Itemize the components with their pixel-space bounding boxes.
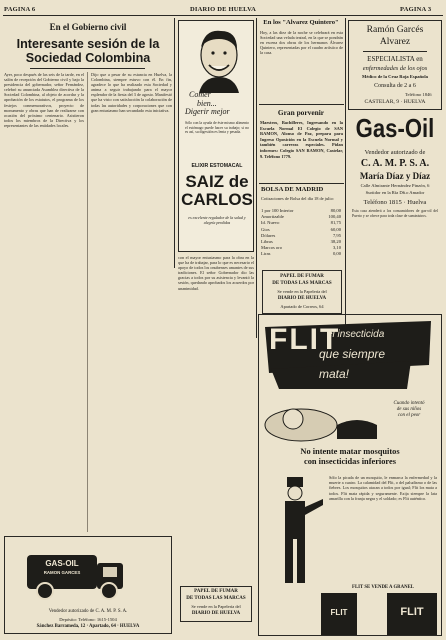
gasoil-address-1: Calle Almirante Hernández Pinzón, 6 — [360, 183, 430, 188]
section-rule — [259, 104, 344, 105]
ramon-name-2: Alvarez — [379, 36, 411, 47]
papel-line-1: PAPEL DE FUMAR — [194, 589, 238, 594]
flit-can-large — [387, 593, 437, 635]
papel-right-line-3: Se vende en la Papelería del — [277, 289, 327, 294]
bolsa-row-value: 0,00 — [332, 251, 341, 257]
flit-note-1: Cuando intentó — [393, 401, 425, 406]
bolsa-row-label: Libras — [261, 239, 273, 245]
quintero-title: En los "Alvarez Quintero" — [263, 19, 339, 26]
flit-tagline-2: que siempre — [319, 347, 386, 361]
slogan-line-3: Digerir mejor — [185, 107, 230, 116]
ramon-ad — [348, 20, 442, 110]
gasoil-phone: Teléfono 1815 · Huelva — [363, 199, 427, 206]
bolsa-subtitle: Cotizaciones de Bolsa del día 18 de julio: — [261, 196, 335, 201]
truck-ad — [4, 536, 172, 634]
article-column-3: con el mayor entusiasmo para la obra en la que ha de trabajar, para lo que es necesario el apoyo de todos los onubenses amantes de sus tradiciones. El señor Gobernador dio las gracias a todos por su asistencia y levantó la sesión, quedando aprobados los acuerdos por unanimidad. — [178, 255, 254, 291]
flit-ad — [258, 314, 442, 636]
bolsa-row-value: 80,00 — [330, 208, 341, 213]
ramon-name-1: Ramón Garcés — [366, 24, 424, 35]
papel-ad-right — [262, 270, 342, 314]
elixir-ad — [178, 20, 254, 252]
slogan-line-1: Comer — [189, 90, 211, 99]
flit-soldier-illustration — [265, 473, 325, 603]
bolsa-row-label: Amortizable — [261, 214, 284, 220]
ramon-spec-3: Médico de la Cruz Roja Española — [362, 74, 428, 79]
ramon-address: CASTELAR, 9 · HUELVA — [364, 99, 426, 105]
ramon-spec-2: enfermedades de los ojos — [362, 65, 428, 72]
column-divider — [174, 18, 175, 268]
ramon-rule — [363, 51, 427, 52]
column-divider — [256, 18, 257, 338]
bolsa-row-value: 38,20 — [330, 239, 341, 245]
paper-name: DIARIO DE HUELVA — [190, 6, 257, 13]
bolsa-row-label: Liras — [261, 251, 271, 257]
page-number-right: PAGINA 3 — [400, 6, 432, 13]
ramon-spec-1: ESPECIALISTA en — [367, 55, 423, 63]
bolsa-row-label: Gtos — [261, 226, 270, 232]
slogan-line-2: bien... — [197, 98, 217, 108]
elixir-brand-sub: es excelente regulador de la salud y alegría perdidas — [188, 215, 246, 225]
article-column-2: Dijo que a pesar de su estancia en Huelva, la Colombina, siempre estuvo con él. En fin, agradece lo que ha realizado esta Sociedad y anima a seguir trabajando para el mayor esplendor de la fiesta del 3 de agosto. Manifestó que ha visto con satisfacción la colaboración de todas las autoridades y corporaciones que con gran entusiasmo han secundado esta iniciativa. — [91, 72, 172, 113]
papel-right-line-5: Apartado de Correos, 64 — [280, 304, 324, 309]
ramon-hours: Consulta de 2 a 6 — [374, 83, 416, 89]
quintero-text: Hoy, a las diez de la noche se celebrará en esta Sociedad una velada teatral, en la que se pondrán en escena dos obras de los hermanos Álvarez Quintero, representadas por el cuadro artístico de la casa. — [260, 30, 343, 56]
bolsa-row-label: Marcos oro — [261, 245, 283, 251]
gasoil-note: Esta casa atenderá a los consumidores de gas-oil del Puerto y se ofrece para toda clase de suministros. — [352, 209, 438, 218]
bolsa-row — [261, 251, 341, 257]
papel-line-4: DIARIO DE HUELVA — [191, 611, 241, 616]
gasoil-campsa: C. A. M. P. S. A. — [360, 158, 430, 169]
oportunidad-text: Maestros, Bachilleres, Ingresando en la Escuela Normal El Colegio de SAN RAMON, Alonso de Paz, prepara para Ingreso Oposición en la Escuela Normal y también carreras especiales. Pidan informes: Colegio SAN RAMON, Castelar, 9. Teléfono 1779. — [260, 120, 343, 159]
gasoil-logo: Gas-Oil — [355, 113, 435, 143]
papel-line-3: Se vende en la Papelería del — [191, 604, 241, 609]
truck-sub: RAMON GARCES — [43, 570, 81, 575]
flit-can-small — [321, 593, 357, 635]
bolsa-row-value: 60,00 — [330, 226, 341, 232]
header-rule — [3, 15, 443, 16]
bolsa-title: BOLSA DE MADRID — [261, 186, 324, 193]
article-headline-line-2: Sociedad Colombina — [25, 51, 151, 65]
flit-body: Sólo la picada de un mosquito, le enmarca la enfermedad y la muerte a cuatro. La calamidad del Flit, o del paludismo o de las fiebres. Los mosquitos atacan a todos por igual; Flit los mata a todos. Flit mata rápida y seguramente. Exija siempre la lata amarilla con la franja negra y el soldado; es Flit auténtico. — [329, 475, 437, 501]
papel-right-line-1: PAPEL DE FUMAR — [280, 274, 324, 279]
flit-headline-1: No intente matar mosquitos — [300, 447, 400, 456]
ramon-phone: Teléfono 1846 — [405, 92, 432, 97]
baby-illustration — [261, 395, 381, 445]
truck-footer-2: Depósito: Teléfono: 1615-1504 — [59, 617, 117, 622]
bolsa-row-value: 100,40 — [328, 214, 341, 220]
elixir-note: Sólo con la ayuda de éste mismo alimento el estómago puede hacer su trabajo; si no es así, su digestión es lenta y pesada. — [185, 121, 250, 135]
article-column-1: Ayer, poco después de las seis de la tarde, en el salón de recepción del Gobierno civil y bajo la presidencia del gobernador, señor Fernández, celebró su anunciada Asamblea directiva de la Sociedad Colombina, al objeto de acordar y la aprobación de los estatutos, el programa de los festejos conmemorativos, proyecto de monumento y obras que han de realizarse con ocasión del próximo centenario. Asistieron todos los miembros de la Directiva y los representantes de las entidades locales. — [4, 72, 84, 128]
bolsa-row-label: Dólares — [261, 232, 276, 238]
bolsa-row-label: 1 por 100 Interior — [261, 208, 294, 213]
column-divider — [87, 72, 88, 532]
papel-ad-bottom — [180, 586, 252, 622]
truck-label: GAS-OIL — [45, 559, 79, 568]
flit-can-large-label: FLIT — [400, 606, 424, 618]
headline-rule — [30, 68, 145, 69]
oportunidad-title: Gran porvenir — [277, 108, 325, 117]
truck-footer-1: Vendedor autorizado de C. A. M. P. S. A. — [48, 609, 128, 614]
papel-line-2: DE TODAS LAS MARCAS — [186, 596, 246, 601]
bolsa-row-value: 81,75 — [330, 220, 341, 226]
section-rule — [259, 183, 344, 184]
papel-right-line-2: DE TODAS LAS MARCAS — [272, 281, 332, 286]
article-headline-line-1: Interesante sesión de la — [16, 37, 160, 51]
elixir-brand-top: ELIXIR ESTOMACAL — [191, 163, 243, 169]
flit-headline-2: con insecticidas inferiores — [304, 457, 396, 466]
column-divider — [345, 18, 346, 338]
flit-tagline-1: el insecticida — [327, 329, 385, 340]
page-number-left: PAGINA 6 — [4, 6, 36, 13]
flit-note — [379, 401, 439, 419]
bolsa-table — [261, 208, 341, 258]
elixir-brand-line-1: SAIZ de — [185, 172, 249, 191]
man-illustration — [185, 25, 249, 93]
flit-note-2: de sus niños — [396, 407, 422, 412]
gasoil-address-2: Surtidor en la Ría Dñ.o Amador — [365, 190, 425, 195]
flit-can-small-label: FLIT — [330, 608, 348, 617]
elixir-brand-line-2: CARLOS — [181, 190, 253, 209]
gasoil-ad — [348, 113, 442, 253]
article-kicker: En el Gobierno civil — [49, 22, 127, 32]
gasoil-name: María Díaz y Díaz — [359, 171, 431, 181]
flit-note-3: con el peor — [397, 413, 421, 418]
flit-brand: FLIT — [269, 323, 341, 356]
bolsa-row-label: Id. Nuevo — [261, 220, 280, 226]
papel-right-line-4: DIARIO DE HUELVA — [277, 296, 327, 301]
flit-footer: FLIT SE VENDE A GRANEL — [352, 585, 414, 590]
bolsa-row-value: 3,10 — [332, 245, 341, 251]
bolsa-row-value: 7,95 — [332, 232, 341, 238]
truck-footer-3: Sánchez Barrameda, 12 · Apartado, 64 · HUELVA — [36, 624, 140, 629]
elixir-slogan — [181, 91, 253, 117]
gasoil-vendor: Vendedor autorizado de — [364, 149, 426, 156]
flit-tagline-3: mata! — [319, 367, 350, 381]
